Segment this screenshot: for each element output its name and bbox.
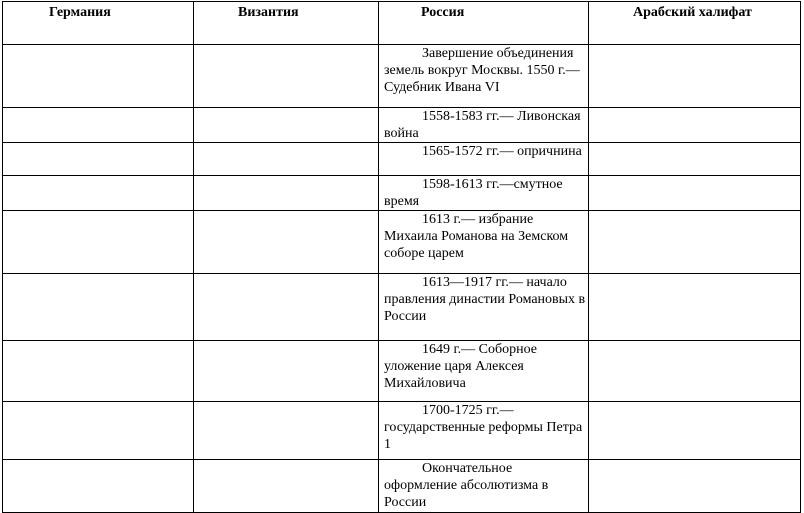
russia-cell — [379, 176, 589, 211]
germany-cell — [3, 211, 194, 274]
russia-event-text: 1700-1725 гг.— государственные реформы Петра 1 — [384, 403, 583, 452]
header-byzantium: Византия — [194, 2, 379, 45]
byzantium-cell — [194, 108, 379, 143]
arab-caliphate-cell — [589, 211, 801, 274]
germany-cell — [3, 45, 194, 108]
russia-cell — [379, 211, 589, 274]
russia-cell — [379, 143, 589, 176]
arab-caliphate-cell — [589, 176, 801, 211]
russia-event-text: Окончательное оформление абсолютизма в России — [384, 461, 549, 510]
germany-cell — [3, 274, 194, 341]
table-row — [3, 108, 801, 143]
russia-event-text: 1613 г.— избрание Михаила Романова на Земском соборе царем — [384, 212, 569, 261]
russia-event-text: Завершение объединения земель вокруг Москвы. 1550 г.— Судебник Ивана VI — [384, 46, 580, 95]
table-row — [3, 143, 801, 176]
germany-cell — [3, 143, 194, 176]
byzantium-cell — [194, 274, 379, 341]
arab-caliphate-cell — [589, 143, 801, 176]
header-russia: Россия — [379, 2, 589, 45]
byzantium-cell — [194, 176, 379, 211]
germany-cell — [3, 341, 194, 402]
russia-event-text: 1613—1917 гг.— начало правления династии Романовых в России — [384, 275, 586, 324]
table-row — [3, 460, 801, 513]
russia-cell — [379, 108, 589, 143]
header-germany: Германия — [3, 2, 194, 45]
table-row — [3, 45, 801, 108]
russia-cell — [379, 274, 589, 341]
history-comparison-table — [2, 1, 801, 513]
table-row — [3, 211, 801, 274]
header-row — [3, 2, 801, 45]
arab-caliphate-cell — [589, 460, 801, 513]
table-row — [3, 274, 801, 341]
table-row — [3, 341, 801, 402]
russia-cell — [379, 341, 589, 402]
russia-cell — [379, 402, 589, 460]
russia-event-text: 1649 г.— Соборное уложение царя Алексея Михайловича — [384, 342, 538, 391]
table-row — [3, 176, 801, 211]
byzantium-cell — [194, 460, 379, 513]
byzantium-cell — [194, 143, 379, 176]
germany-cell — [3, 460, 194, 513]
russia-event-text: 1565-1572 гг.— опричнина — [422, 144, 582, 159]
arab-caliphate-cell — [589, 274, 801, 341]
russia-cell — [379, 45, 589, 108]
byzantium-cell — [194, 402, 379, 460]
russia-cell — [379, 460, 589, 513]
arab-caliphate-cell — [589, 341, 801, 402]
byzantium-cell — [194, 45, 379, 108]
table-row — [3, 402, 801, 460]
arab-caliphate-cell — [589, 45, 801, 108]
russia-event-text: 1598-1613 гг.—смутное время — [384, 177, 563, 209]
arab-caliphate-cell — [589, 108, 801, 143]
germany-cell — [3, 402, 194, 460]
header-arab-caliphate: Арабский халифат — [589, 2, 801, 45]
germany-cell — [3, 108, 194, 143]
russia-event-text: 1558-1583 гг.— Ливонская война — [384, 109, 581, 141]
germany-cell — [3, 176, 194, 211]
arab-caliphate-cell — [589, 402, 801, 460]
byzantium-cell — [194, 211, 379, 274]
byzantium-cell — [194, 341, 379, 402]
